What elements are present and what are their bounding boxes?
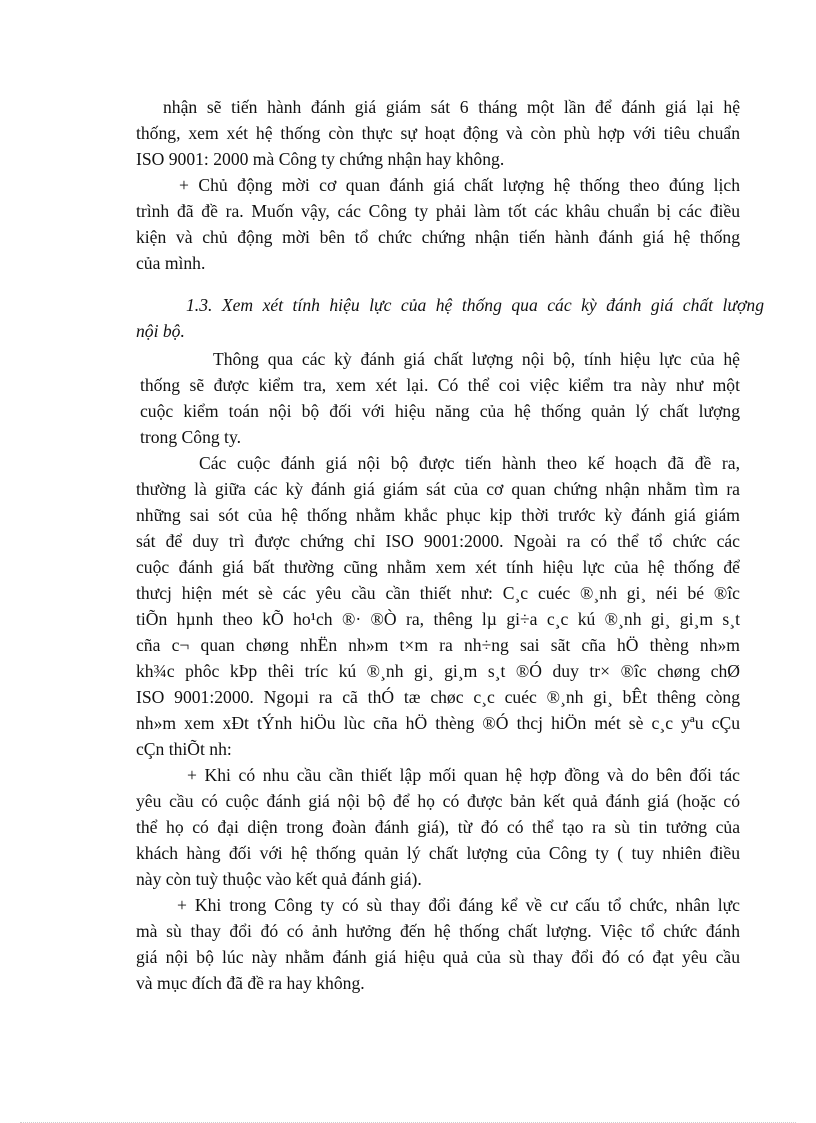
text-line: nh»m xem xÐt tÝnh hiÖu lùc cña hÖ thèng ®Ó thcj hiÖn mét sè c¸c yªu cÇu xyxy=(136,713,740,733)
text-line: nhận sẽ tiến hành đánh giá giám sát 6 tháng một lần để đánh giá lại hệ xyxy=(163,97,740,117)
text-line: trình đã đề ra. Muốn vậy, các Công ty phải làm tốt các khâu chuẩn bị các điều xyxy=(136,201,740,221)
text-line: này còn tuỳ thuộc vào kết quả đánh giá). xyxy=(136,869,422,889)
text-line: ISO 9001: 2000 mà Công ty chứng nhận hay không. xyxy=(136,149,505,169)
text-line: mà sù thay đổi đó có ảnh hưởng đến hệ thống chất lượng. Việc tổ chức đánh xyxy=(136,921,740,941)
text-line: và mục đích đã đề ra hay không. xyxy=(136,973,365,993)
text-line: thể họ có đại diện trong đoàn đánh giá), từ đó có thể tạo ra sù tin tưởng của xyxy=(136,817,740,837)
text-line: ISO 9001:2000. Ngoµi ra cã thÓ tæ chøc c¸c cuéc ®¸nh gi¸ bÊt thêng còng xyxy=(136,687,740,707)
text-line: thường là giữa các kỳ đánh giá giám sát của cơ quan chứng nhận nhằm tìm ra xyxy=(136,479,740,499)
text-line: tiÕn hµnh theo kÕ ho¹ch ®· ®Ò ra, thêng lµ gi÷a c¸c kú ®¸nh gi¸ gi¸m s¸t xyxy=(136,609,740,629)
text-line: cuộc kiểm toán nội bộ đối với hiệu năng của hệ thống quản lý chất lượng xyxy=(140,401,740,421)
heading-line: 1.3. Xem xét tính hiệu lực của hệ thống qua các kỳ đánh giá chất lượng xyxy=(186,295,764,315)
text-line: kiện và chủ động mời bên tổ chức chứng nhận tiến hành đánh giá hệ thống xyxy=(136,227,740,247)
text-line: thưcj hiện mét sè các yêu cầu cần thiết như: C¸c cuéc ®¸nh gi¸ néi bé ®îc xyxy=(136,583,740,603)
text-line: thống, xem xét hệ thống còn thực sự hoạt động và còn phù hợp với tiêu chuẩn xyxy=(136,123,740,143)
text-line: cña c¬ quan chøng nhËn nh»m t×m ra nh÷ng sai sãt cña hÖ thèng nh»m xyxy=(136,635,740,655)
text-line: giá nội bộ lúc này nhằm đánh giá hiệu quả của sù thay đổi đó có đạt yêu cầu xyxy=(136,947,740,967)
text-line: Các cuộc đánh giá nội bộ được tiến hành theo kế hoạch đã đề ra, xyxy=(199,453,740,473)
text-line: + Chủ động mời cơ quan đánh giá chất lượng hệ thống theo đúng lịch xyxy=(179,175,740,195)
text-line: sát để duy trì được chứng chỉ ISO 9001:2000. Ngoài ra có thể tổ chức các xyxy=(136,531,740,551)
text-line: trong Công ty. xyxy=(140,427,242,447)
text-line: thống sẽ được kiểm tra, xem xét lại. Có thể coi việc kiểm tra này như một xyxy=(140,375,740,395)
text-line: cÇn thiÕt nh: xyxy=(136,739,232,759)
text-line: những sai sót của hệ thống nhằm khắc phục kịp thời trước kỳ đánh giá giám xyxy=(136,505,740,525)
text-line: cuộc đánh giá bất thường cũng nhằm xem xét tính hiệu lực của hệ thống để xyxy=(136,557,740,577)
text-line: Thông qua các kỳ đánh giá chất lượng nội bộ, tính hiệu lực của hệ xyxy=(213,349,740,369)
text-line: + Khi có nhu cầu cần thiết lập mối quan hệ hợp đồng và do bên đối tác xyxy=(187,765,740,785)
text-line: kh¾c phôc kÞp thêi tríc kú ®¸nh gi¸ gi¸m s¸t ®Ó duy tr× ®îc chøng chØ xyxy=(136,661,740,681)
text-line: yêu cầu có cuộc đánh giá nội bộ để họ có được bản kết quả đánh giá (hoặc có xyxy=(136,791,740,811)
text-line: khách hàng đối với hệ thống quản lý chất lượng của Công ty ( tuy nhiên điều xyxy=(136,843,740,863)
text-line: + Khi trong Công ty có sù thay đổi đáng kể về cư cấu tổ chức, nhân lực xyxy=(177,895,740,915)
text-line: của mình. xyxy=(136,253,206,273)
heading-line: nội bộ. xyxy=(136,321,185,341)
